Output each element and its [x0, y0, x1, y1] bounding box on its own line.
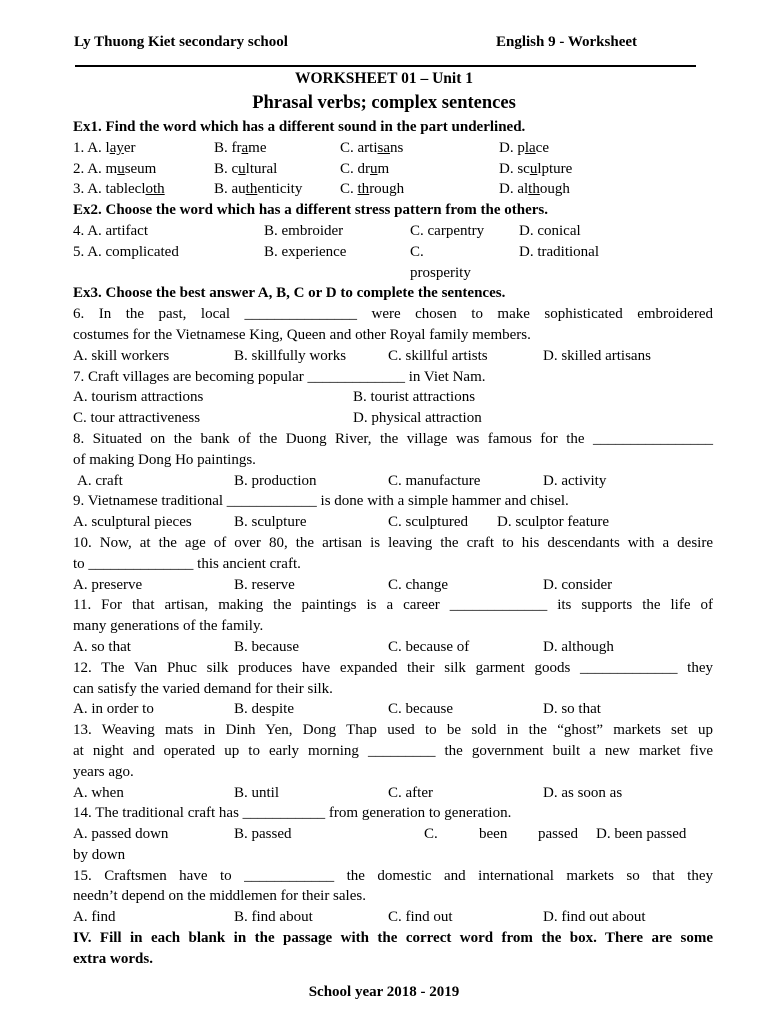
ex1-questions	[73, 138, 713, 200]
q7-options-row2	[73, 408, 713, 429]
ex1-heading: Ex1. Find the word which has a different sound in the part underlined.	[73, 119, 526, 135]
q5-option-c: C.	[410, 243, 424, 260]
q14-option-b: B. passed	[234, 826, 292, 843]
q7-options-row1	[73, 387, 713, 408]
q2-option-a: 2. A. museum	[73, 160, 157, 177]
q12-text-line1: 12. The Van Phuc silk produces have expanded their silk garment goods _____________ they	[73, 659, 713, 676]
page-header	[0, 34, 768, 56]
q13-options	[73, 783, 713, 804]
q11-option-a: A. so that	[73, 638, 131, 655]
school-name: Ly Thuong Kiet secondary school	[74, 34, 288, 50]
q2-option-c: C. drum	[340, 160, 390, 177]
q11-option-c: C. because of	[388, 638, 470, 655]
q1-option-d: D. place	[499, 139, 549, 156]
q8-option-b: B. production	[234, 472, 317, 489]
q1-option-c: C. artisans	[340, 139, 404, 156]
q13-text-line2: at night and operated up to early morning _________ the government built a new market five	[73, 742, 713, 759]
q2-option-d: D. sculpture	[499, 160, 573, 177]
q6-text-line2: costumes for the Vietnamese King, Queen and other Royal family members.	[73, 326, 531, 343]
q13-option-d: D. as soon as	[543, 784, 623, 801]
q14-option-c-continued: by down	[73, 846, 126, 863]
q15-text-line1: 15. Craftsmen have to ____________ the domestic and international markets so that they	[73, 867, 713, 884]
q6-text-line1: 6. In the past, local _______________ were chosen to make sophisticated embroidered	[73, 306, 713, 323]
q14-option-d: D. been passed	[596, 826, 687, 843]
q14-option-c-word1: been	[479, 826, 508, 843]
q14-text: 14. The traditional craft has ___________ from generation to generation.	[73, 805, 512, 822]
q12-option-c: C. because	[388, 701, 453, 718]
q4-option-b: B. embroider	[264, 222, 344, 239]
q8-option-c: C. manufacture	[388, 472, 481, 489]
ex4-heading-line2: extra words.	[73, 950, 153, 967]
q12-option-b: B. despite	[234, 701, 294, 718]
q12-options	[73, 699, 713, 720]
q7-option-c: C. tour attractiveness	[73, 410, 201, 427]
q5-option-a: 5. A. complicated	[73, 243, 179, 260]
q8-option-d: D. activity	[543, 472, 607, 489]
ex2-heading: Ex2. Choose the word which has a different stress pattern from the others.	[73, 202, 548, 219]
question-3	[73, 179, 713, 200]
worksheet-subtitle: Phrasal verbs; complex sentences	[252, 93, 516, 113]
question-5-wrap	[73, 263, 713, 284]
q12-text-line2: can satisfy the varied demand for their silk.	[73, 680, 333, 697]
q13-option-a: A. when	[73, 784, 124, 801]
q11-text-line1: 11. For that artisan, making the paintings is a career _____________ its supports the life of	[73, 597, 713, 614]
q11-option-b: B. because	[234, 638, 299, 655]
q9-options	[73, 512, 713, 533]
q8-options	[73, 471, 713, 492]
school-year-footer: School year 2018 - 2019	[308, 984, 460, 1000]
q3-option-b: B. authenticity	[214, 181, 303, 198]
ex3-heading: Ex3. Choose the best answer A, B, C or D to complete the sentences.	[73, 285, 506, 302]
q14-option-a: A. passed down	[73, 826, 169, 843]
q11-options	[73, 637, 713, 658]
q7-option-d: D. physical attraction	[353, 410, 482, 427]
q3-option-c: C. through	[340, 181, 405, 198]
q5-option-b: B. experience	[264, 243, 347, 260]
q9-option-b: B. sculpture	[234, 514, 307, 531]
q13-option-b: B. until	[234, 784, 280, 801]
q1-option-a: 1. A. layer	[73, 139, 136, 156]
q10-option-d: D. consider	[543, 576, 613, 593]
q5-option-d: D. traditional	[519, 243, 599, 260]
q6-options	[73, 346, 713, 367]
q10-option-c: C. change	[388, 576, 448, 593]
q12-option-a: A. in order to	[73, 701, 154, 718]
q10-option-b: B. reserve	[234, 576, 295, 593]
worksheet-title: WORKSHEET 01 – Unit 1	[294, 70, 473, 87]
q8-option-a: A. craft	[77, 472, 123, 489]
q7-option-b: B. tourist attractions	[353, 389, 476, 406]
q13-option-c: C. after	[388, 784, 433, 801]
q3-option-d: D. although	[499, 181, 570, 198]
q7-option-a: A. tourism attractions	[73, 389, 204, 406]
q15-option-b: B. find about	[234, 909, 313, 926]
q6-option-b: B. skillfully works	[234, 347, 347, 364]
q15-options	[73, 907, 713, 928]
question-2	[73, 159, 713, 180]
q9-option-c: C. sculptured	[388, 514, 468, 531]
q1-option-b: B. frame	[214, 139, 267, 156]
q15-text-line2: needn’t depend on the middlemen for their sales.	[73, 888, 366, 905]
q11-text-line2: many generations of the family.	[73, 618, 264, 635]
q12-option-d: D. so that	[543, 701, 601, 718]
q8-text-line1: 8. Situated on the bank of the Duong River, the village was famous for the ________________	[73, 430, 713, 447]
q4-option-c: C. carpentry	[410, 222, 485, 239]
question-5	[73, 242, 713, 263]
q14-option-c-word2: passed	[538, 826, 578, 843]
worksheet-body	[73, 117, 713, 970]
q6-option-a: A. skill workers	[73, 347, 170, 364]
question-1	[73, 138, 713, 159]
q10-options	[73, 575, 713, 596]
q13-text-line3: years ago.	[73, 763, 134, 780]
q10-text-line2: to ______________ this ancient craft.	[73, 555, 301, 572]
q9-option-a: A. sculptural pieces	[73, 514, 192, 531]
q10-option-a: A. preserve	[73, 576, 143, 593]
q9-text: 9. Vietnamese traditional ____________ is done with a simple hammer and chisel.	[73, 493, 569, 510]
q9-option-d: D. sculptor feature	[497, 514, 610, 531]
q4-option-a: 4. A. artifact	[73, 222, 148, 239]
q2-option-b: B. cultural	[214, 160, 278, 177]
q8-text-line2: of making Dong Ho paintings.	[73, 451, 256, 468]
q15-option-d: D. find out about	[543, 909, 646, 926]
q7-text: 7. Craft villages are becoming popular _____________ in Viet Nam.	[73, 368, 486, 385]
q11-option-d: D. although	[543, 638, 614, 655]
worksheet-subject: English 9 - Worksheet	[496, 34, 637, 50]
q15-option-c: C. find out	[388, 909, 453, 926]
q5-option-c-continued: prosperity	[410, 264, 471, 281]
q13-text-line1: 13. Weaving mats in Dinh Yen, Dong Thap used to be sold in the “ghost” markets set up	[73, 722, 713, 739]
ex4-heading-line1: IV. Fill in each blank in the passage with the correct word from the box. There are some	[73, 930, 713, 947]
q14-options	[73, 824, 713, 845]
question-4	[73, 221, 713, 242]
header-divider	[75, 65, 696, 67]
q4-option-d: D. conical	[519, 222, 581, 239]
q3-option-a: 3. A. tablecloth	[73, 181, 165, 198]
q6-option-c: C. skillful artists	[388, 347, 488, 364]
q15-option-a: A. find	[73, 909, 116, 926]
q6-option-d: D. skilled artisans	[543, 347, 651, 364]
q14-option-c-letter: C.	[424, 826, 438, 843]
q10-text-line1: 10. Now, at the age of over 80, the artisan is leaving the craft to his descendants with a desire	[73, 534, 713, 551]
